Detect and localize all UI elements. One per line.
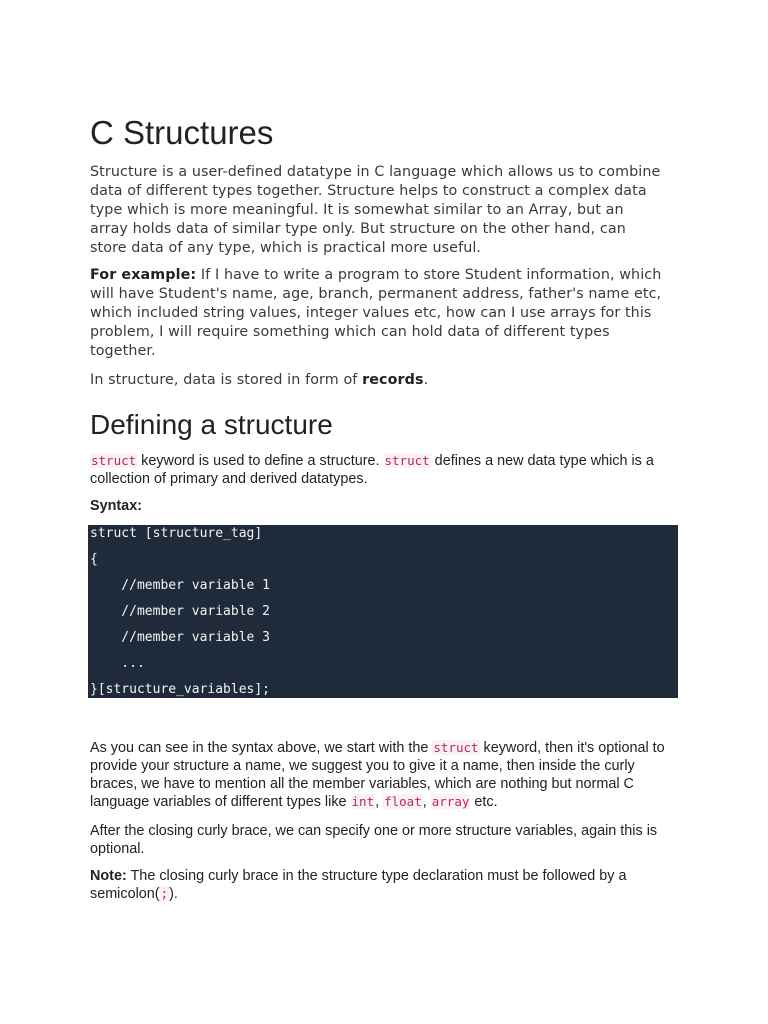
- intro-paragraph: Structure is a user-defined datatype in C language which allows us to combine data of different types together. Structure helps to construct a complex data type which is more meaningful. It is somewhat similar to an Array, but an array holds data of similar type only. But structure on the other hand, can store data of any type, which is practical more useful.: [90, 164, 661, 256]
- note-label: Note:: [90, 868, 127, 884]
- code-line: ...: [90, 656, 145, 671]
- note-paragraph: [90, 867, 680, 903]
- define-text-1: keyword is used to define a structure.: [137, 453, 384, 469]
- example-label: For example:: [90, 267, 197, 283]
- define-text-2: defines a new data type which is a collection of primary and derived datatypes.: [90, 453, 654, 487]
- struct-keyword: struct: [384, 453, 430, 468]
- syntax-label: Syntax:: [90, 498, 142, 514]
- note-text-1: The closing curly brace in the structure type declaration must be followed by a semicolon(: [90, 868, 627, 902]
- code-line: //member variable 2: [90, 604, 271, 619]
- example-text: If I have to write a program to store Student information, which will have Student's name, age, branch, permanent address, father's name etc, which included string values, integer values etc, how can I use arrays for this problem, I will require something which can hold data of different types together.: [90, 267, 662, 359]
- semicolon-keyword: ;: [160, 886, 169, 901]
- struct-keyword: struct: [433, 740, 479, 755]
- records-end: .: [423, 372, 429, 388]
- explain-text-1: As you can see in the syntax above, we start with the: [90, 740, 433, 756]
- separator: ,: [375, 794, 384, 810]
- code-line: //member variable 1: [90, 578, 271, 593]
- code-line: struct [structure_tag]: [90, 526, 263, 541]
- code-block: [88, 525, 678, 698]
- separator: ,: [422, 794, 431, 810]
- note-text-2: ).: [169, 886, 178, 902]
- page-title: C Structures: [90, 114, 274, 151]
- section-heading: Defining a structure: [90, 409, 333, 440]
- after-paragraph: After the closing curly brace, we can specify one or more structure variables, again this is optional.: [90, 823, 658, 857]
- code-line: }[structure_variables];: [90, 682, 271, 697]
- code-line: {: [90, 552, 98, 567]
- float-keyword: float: [384, 794, 422, 809]
- explain-paragraph: [90, 739, 680, 811]
- records-keyword: records: [362, 372, 424, 388]
- example-paragraph: [90, 266, 665, 361]
- code-line: //member variable 3: [90, 630, 271, 645]
- array-keyword: array: [431, 794, 470, 809]
- records-text: In structure, data is stored in form of: [90, 372, 363, 388]
- records-paragraph: [90, 371, 428, 390]
- define-paragraph: [90, 452, 680, 488]
- struct-keyword: struct: [91, 453, 137, 468]
- explain-text-3: etc.: [470, 794, 498, 810]
- explain-text-2: keyword, then it's optional to provide your structure a name, we suggest you to give it a name, then inside the curly braces, we have to mention all the member variables, which are nothing but normal C language variables of different types like: [90, 740, 665, 810]
- int-keyword: int: [351, 794, 375, 809]
